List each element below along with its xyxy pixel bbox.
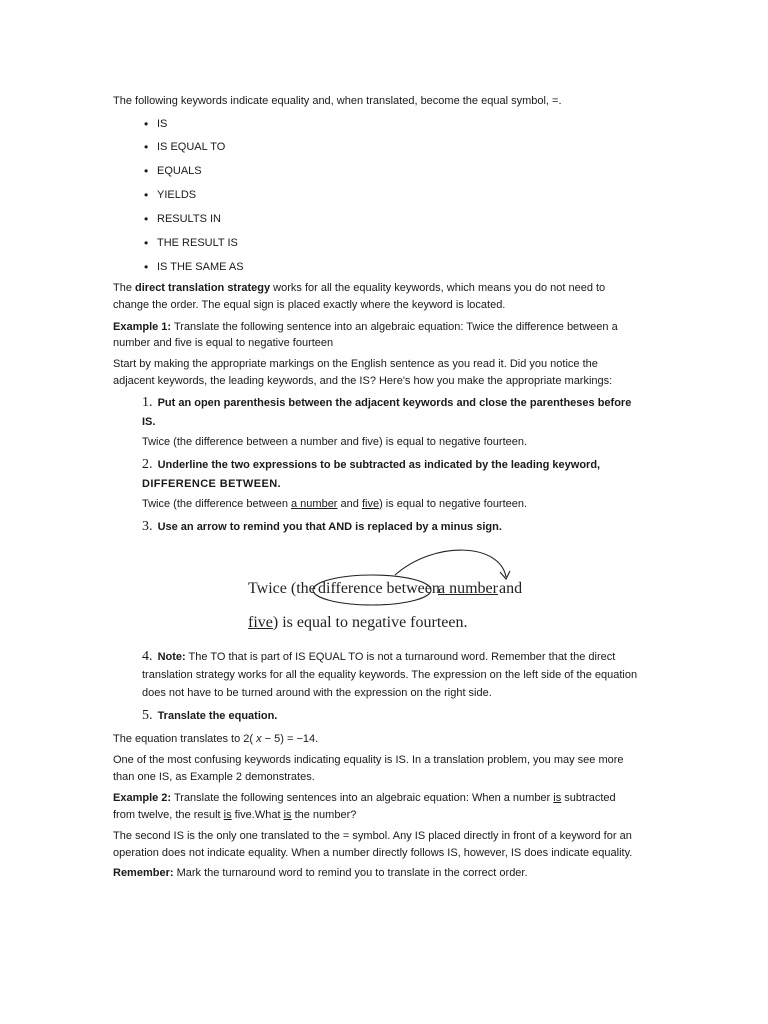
figure-line2: five) is equal to negative fourteen. [248, 614, 468, 631]
confusing-paragraph: One of the most confusing keywords indicating equality is IS. In a translation problem, you may see more [113, 754, 624, 766]
figure-text-twice: Twice (the [248, 580, 316, 597]
keyword-item: • YIELDS [144, 188, 196, 202]
step1-example: Twice (the difference between a number and five) is equal to negative fourteen. [142, 436, 528, 448]
figure-text-a-number: a number [438, 580, 498, 597]
second-is-paragraph-line2: operation does not indicate equality. When a number directly follows IS, however, IS does indicate equality. [113, 847, 633, 859]
step3-heading: 3. Use an arrow to remind you that AND is replaced by a minus sign. [142, 519, 502, 534]
example2-line2: from twelve, the result is five.What is the number? [113, 809, 357, 821]
keyword-item: • EQUALS [144, 164, 202, 178]
step2-heading-line2: DIFFERENCE BETWEEN. [142, 478, 281, 490]
step4-note: 4. Note: The TO that is part of IS EQUAL TO is not a turnaround word. Remember that the direct [142, 649, 616, 664]
example1-heading: Example 1: Translate the following sentence into an algebraic equation: Twice the difference between a [113, 321, 618, 333]
strategy-paragraph: The direct translation strategy works for all the equality keywords, which means you do not need to [113, 282, 606, 294]
intro-text: The following keywords indicate equality and, when translated, become the equal symbol, =. [113, 95, 562, 107]
figure-text-difference-between: difference between [318, 580, 440, 597]
step1-heading-line2: IS. [142, 416, 156, 428]
step5-heading: 5. Translate the equation. [142, 708, 278, 723]
confusing-paragraph-line2: than one IS, as Example 2 demonstrates. [113, 771, 315, 783]
example2-heading: Example 2: Translate the following sentences into an algebraic equation: When a number is subtracted [113, 792, 616, 804]
keyword-item: • IS [144, 117, 167, 131]
figure-text-and: and [499, 580, 523, 597]
remember-note: Remember: Mark the turnaround word to remind you to translate in the correct order. [113, 867, 528, 879]
strategy-paragraph-line2: change the order. The equal sign is placed exactly where the keyword is located. [113, 299, 506, 311]
keyword-item: • IS EQUAL TO [144, 140, 225, 154]
example1-line2: number and five is equal to negative fourteen [113, 337, 334, 349]
step1-heading: 1. Put an open parenthesis between the adjacent keywords and close the parentheses before [142, 395, 632, 410]
markup-figure [245, 548, 535, 638]
second-is-paragraph: The second IS is the only one translated to the = symbol. Any IS placed directly in front of a keyword for an [113, 830, 632, 842]
step2-example: Twice (the difference between a number and five) is equal to negative fourteen. [142, 498, 528, 510]
step2-heading: 2. Underline the two expressions to be subtracted as indicated by the leading keyword, [142, 457, 601, 472]
start-paragraph: Start by making the appropriate markings on the English sentence as you read it. Did you notice the [113, 358, 598, 370]
start-paragraph-line2: adjacent keywords, the leading keywords, and the IS? Here's how you make the appropriate markings: [113, 375, 613, 387]
keyword-item: • THE RESULT IS [144, 236, 238, 250]
keyword-item: • RESULTS IN [144, 212, 221, 226]
equation-text: The equation translates to 2( x − 5) = −14. [113, 733, 319, 745]
step4-note-line3: does not have to be turned around with the expression on the right side. [142, 687, 492, 699]
keyword-item: • IS THE SAME AS [144, 260, 244, 274]
step4-note-line2: translation strategy works for all the equality keywords. The expression on the left side of the equation [142, 669, 638, 681]
